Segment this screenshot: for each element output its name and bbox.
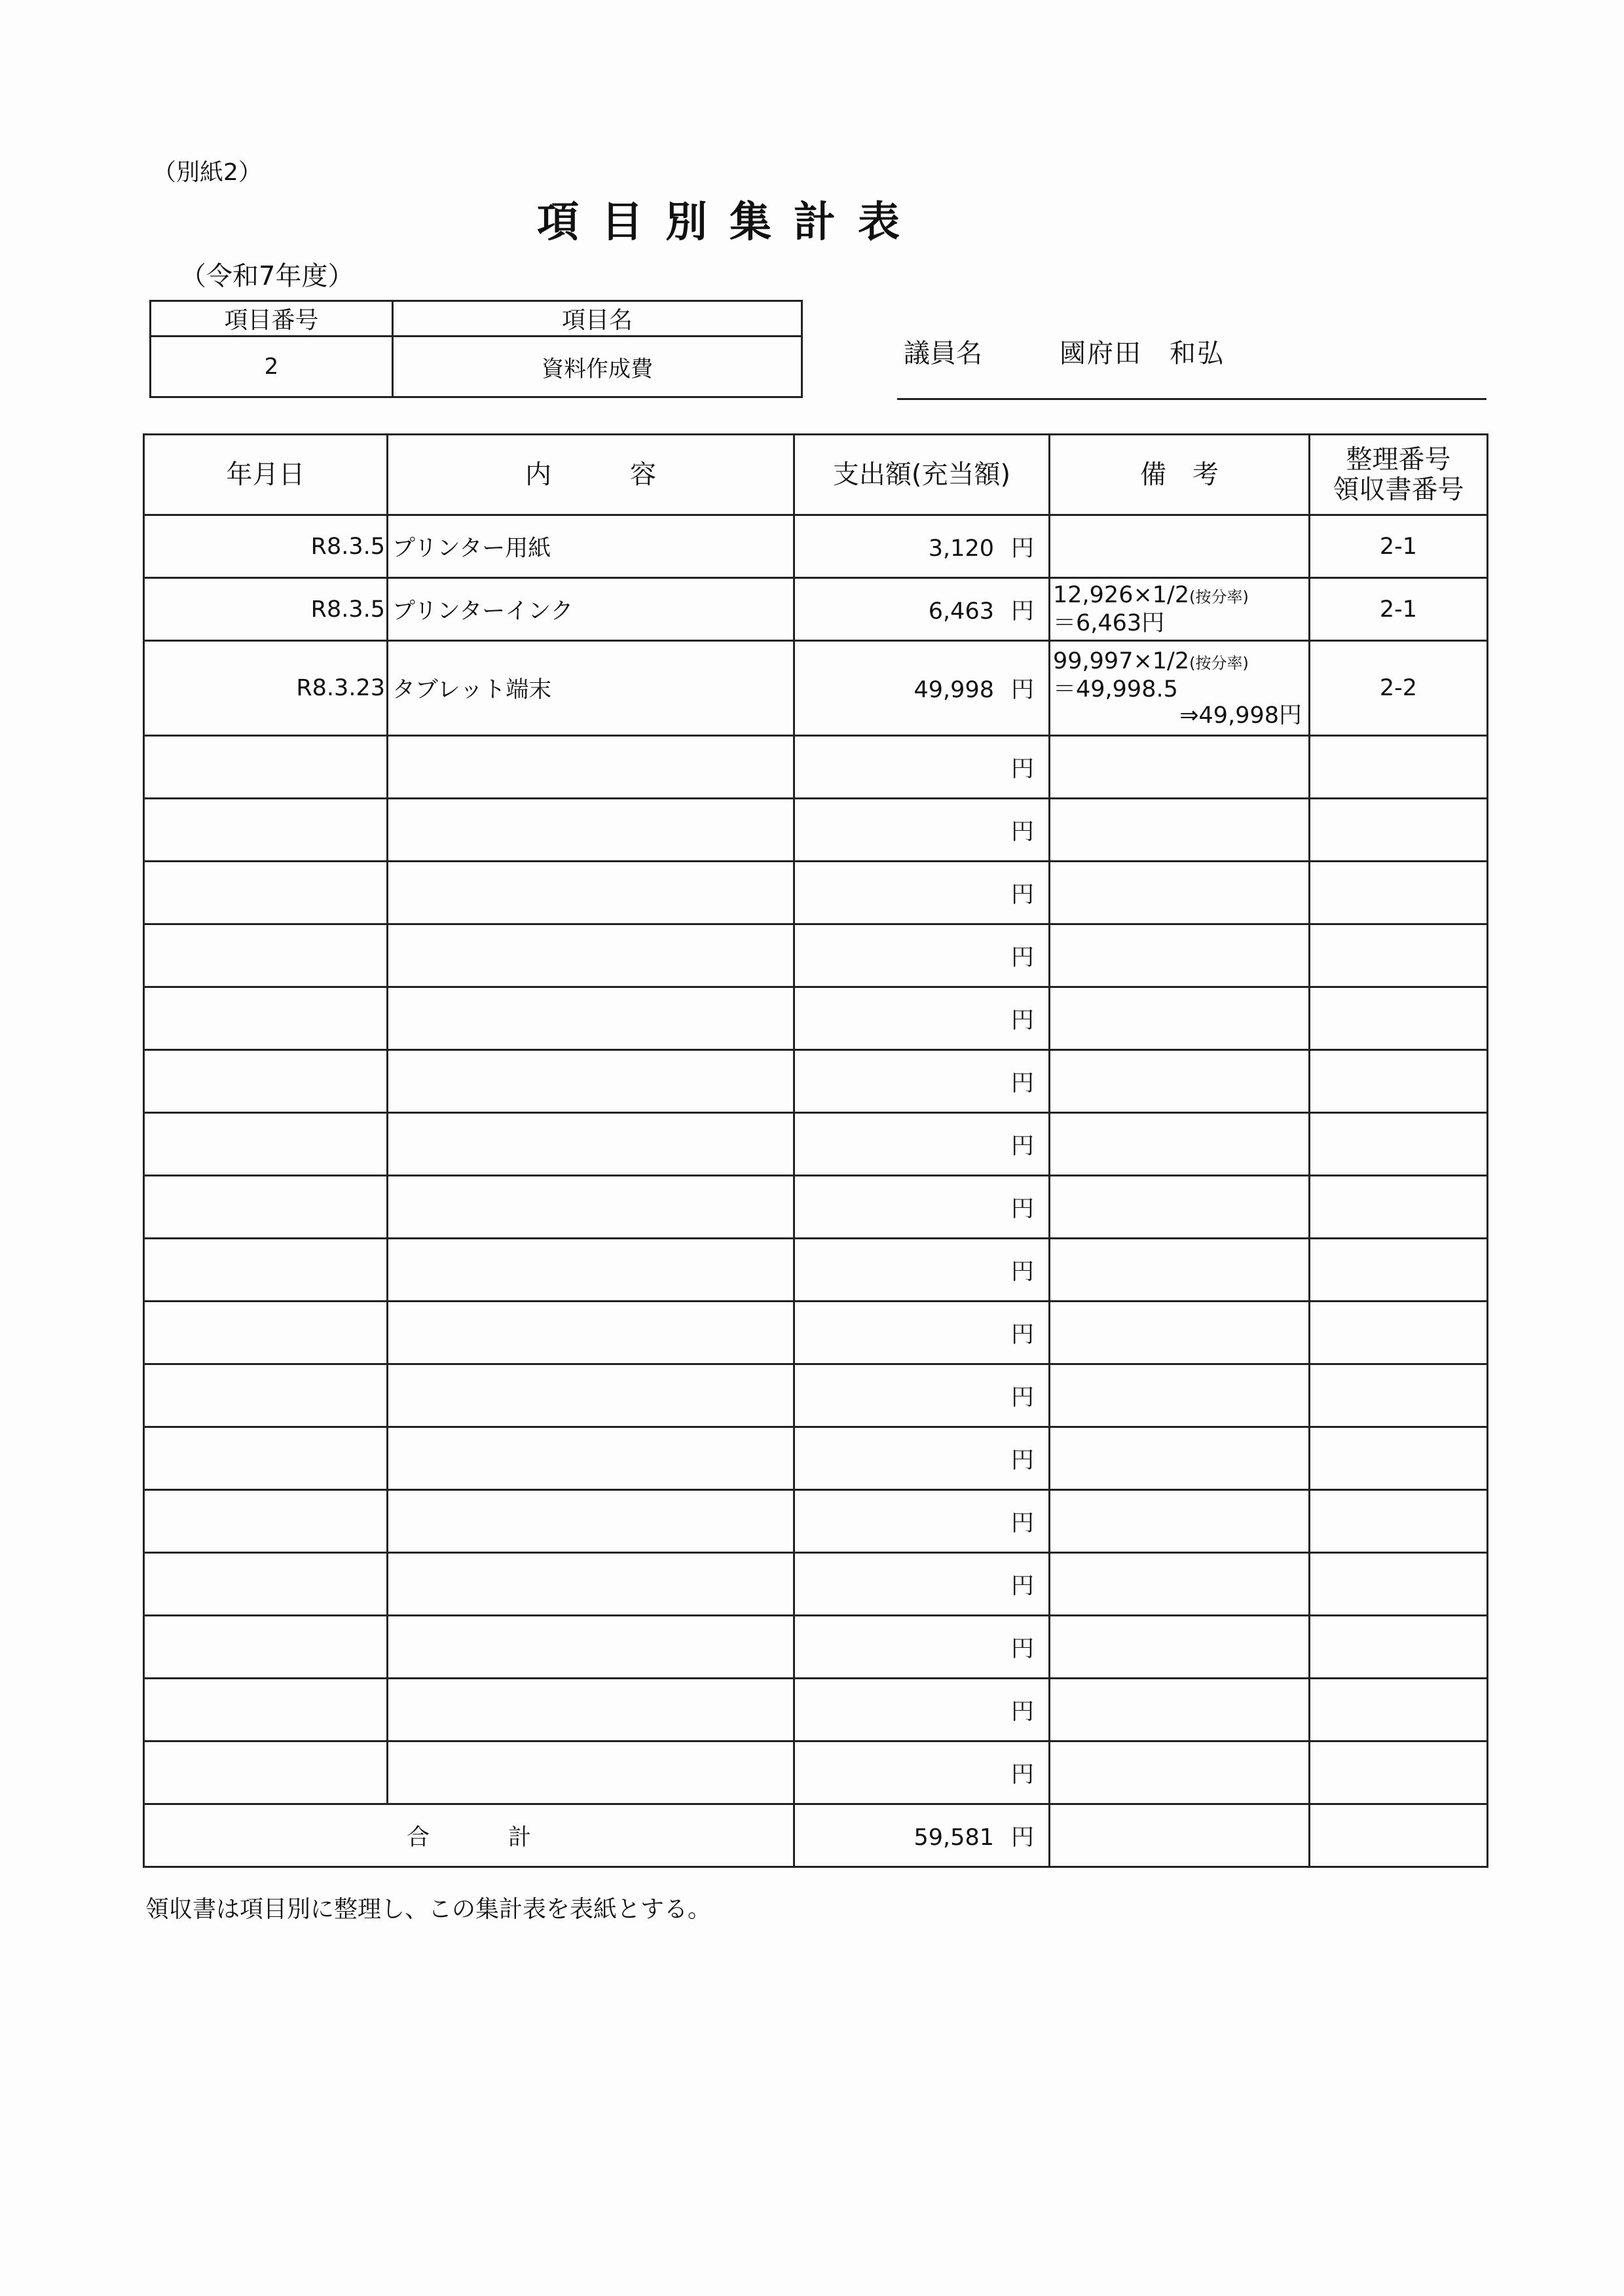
row-ref (1310, 862, 1488, 924)
footnote: 領収書は項目別に整理し、この集計表を表紙とする。 (145, 1896, 712, 1923)
row-date (144, 799, 388, 862)
item-info-table (149, 300, 803, 398)
row-ref (1310, 1364, 1488, 1427)
yen-unit: 円 (1010, 1447, 1034, 1474)
empty-row (144, 987, 1488, 1050)
amount-value: 3,120 (928, 535, 994, 562)
expense-table (143, 433, 1488, 1868)
item-number-value: 2 (151, 337, 393, 397)
row-note (1050, 1302, 1310, 1364)
row-content (388, 1113, 794, 1176)
row-ref (1310, 1741, 1488, 1804)
empty-row (144, 1364, 1488, 1427)
row-amount (794, 1176, 1050, 1239)
row-ref (1310, 1113, 1488, 1176)
yen-unit: 円 (1010, 677, 1034, 703)
empty-row (144, 1176, 1488, 1239)
yen-unit: 円 (1010, 944, 1034, 971)
row-ref: 2-1 (1310, 578, 1488, 641)
yen-unit: 円 (1010, 756, 1034, 782)
row-ref (1310, 1679, 1488, 1741)
row-content: タブレット端末 (388, 641, 794, 736)
row-date: R8.3.23 (144, 641, 388, 736)
row-note (1050, 799, 1310, 862)
row-date (144, 1176, 388, 1239)
row-content (388, 1741, 794, 1804)
row-content (388, 1302, 794, 1364)
row-date (144, 862, 388, 924)
row-note (1050, 1239, 1310, 1302)
row-note (1050, 1616, 1310, 1679)
row-date (144, 924, 388, 987)
total-amount-value: 59,581 (913, 1824, 994, 1851)
header-ref (1310, 435, 1488, 515)
row-amount (794, 862, 1050, 924)
empty-row (144, 1239, 1488, 1302)
member-name: 國府田 和弘 (1060, 338, 1225, 369)
empty-row (144, 799, 1488, 862)
row-note (1050, 578, 1310, 641)
annex-label: （別紙2） (153, 159, 262, 186)
row-amount (794, 799, 1050, 862)
row-content (388, 1679, 794, 1741)
header-content: 内 容 (388, 435, 794, 515)
row-amount (794, 924, 1050, 987)
empty-row (144, 1679, 1488, 1741)
row-amount (794, 987, 1050, 1050)
row-date (144, 1113, 388, 1176)
row-ref (1310, 1302, 1488, 1364)
yen-unit: 円 (1010, 818, 1034, 845)
row-note (1050, 1050, 1310, 1113)
note-result: ＝6,463円 (1053, 610, 1165, 636)
row-note (1050, 1553, 1310, 1616)
header-date: 年月日 (144, 435, 388, 515)
yen-unit: 円 (1010, 1510, 1034, 1537)
amount-value: 6,463 (928, 598, 994, 625)
row-amount (794, 1239, 1050, 1302)
row-date: R8.3.5 (144, 578, 388, 641)
row-amount (794, 578, 1050, 641)
empty-row (144, 862, 1488, 924)
row-date: R8.3.5 (144, 515, 388, 578)
row-ref (1310, 1239, 1488, 1302)
row-amount (794, 1302, 1050, 1364)
row-date (144, 1553, 388, 1616)
empty-row (144, 1616, 1488, 1679)
row-ref (1310, 1490, 1488, 1553)
empty-row (144, 1050, 1488, 1113)
row-amount (794, 1490, 1050, 1553)
page-title: 項目別集計表 (537, 198, 922, 247)
row-ref (1310, 987, 1488, 1050)
total-ref (1310, 1804, 1488, 1867)
row-content (388, 987, 794, 1050)
empty-row (144, 924, 1488, 987)
row-content (388, 1427, 794, 1490)
note-ratio-label: (按分率) (1189, 653, 1249, 672)
row-amount (794, 1616, 1050, 1679)
yen-unit: 円 (1010, 1761, 1034, 1788)
row-date (144, 987, 388, 1050)
header-amount: 支出額(充当額) (794, 435, 1050, 515)
yen-unit: 円 (1010, 1573, 1034, 1599)
member-label: 議員名 (904, 338, 982, 369)
row-note (1050, 924, 1310, 987)
empty-row (144, 1490, 1488, 1553)
row-date (144, 1364, 388, 1427)
row-amount (794, 736, 1050, 799)
yen-unit: 円 (1010, 1698, 1034, 1725)
row-note (1050, 862, 1310, 924)
empty-row (144, 1553, 1488, 1616)
row-ref (1310, 1553, 1488, 1616)
row-content (388, 736, 794, 799)
row-note (1050, 736, 1310, 799)
row-amount (794, 641, 1050, 736)
note-result: ＝49,998.5 (1053, 676, 1178, 702)
yen-unit: 円 (1010, 1635, 1034, 1662)
row-amount (794, 1113, 1050, 1176)
row-ref: 2-1 (1310, 515, 1488, 578)
row-note (1050, 1364, 1310, 1427)
row-note (1050, 1490, 1310, 1553)
yen-unit: 円 (1010, 1384, 1034, 1411)
row-ref (1310, 799, 1488, 862)
yen-unit: 円 (1010, 881, 1034, 908)
row-ref: 2-2 (1310, 641, 1488, 736)
row-ref (1310, 924, 1488, 987)
row-date (144, 1239, 388, 1302)
yen-unit: 円 (1010, 598, 1034, 625)
row-content (388, 1616, 794, 1679)
row-content (388, 1176, 794, 1239)
row-note (1050, 987, 1310, 1050)
yen-unit: 円 (1010, 1195, 1034, 1222)
row-content (388, 1239, 794, 1302)
row-note (1050, 641, 1310, 736)
note-calc: 12,926×1/2 (1053, 582, 1190, 608)
row-content (388, 862, 794, 924)
row-note (1050, 1176, 1310, 1239)
table-row (144, 641, 1488, 736)
header-ref-line2: 領収書番号 (1333, 475, 1464, 505)
row-amount (794, 1364, 1050, 1427)
row-date (144, 1679, 388, 1741)
header-ref-line1: 整理番号 (1346, 445, 1451, 475)
row-date (144, 1616, 388, 1679)
header-note: 備 考 (1050, 435, 1310, 515)
row-content (388, 799, 794, 862)
note-calc: 99,997×1/2 (1053, 647, 1190, 674)
row-date (144, 1427, 388, 1490)
empty-row (144, 1113, 1488, 1176)
total-amount (794, 1804, 1050, 1867)
row-amount (794, 1050, 1050, 1113)
row-note (1050, 1427, 1310, 1490)
row-ref (1310, 736, 1488, 799)
total-note (1050, 1804, 1310, 1867)
empty-row (144, 736, 1488, 799)
note-rounded: ⇒49,998円 (1179, 702, 1302, 729)
row-date (144, 1302, 388, 1364)
row-amount (794, 1427, 1050, 1490)
row-ref (1310, 1616, 1488, 1679)
row-ref (1310, 1050, 1488, 1113)
empty-row (144, 1302, 1488, 1364)
row-content: プリンター用紙 (388, 515, 794, 578)
row-content (388, 1050, 794, 1113)
total-label: 合計 (144, 1804, 794, 1867)
row-content (388, 1490, 794, 1553)
yen-unit: 円 (1010, 1133, 1034, 1159)
row-note (1050, 1741, 1310, 1804)
row-ref (1310, 1427, 1488, 1490)
item-name-header: 項目名 (393, 301, 802, 337)
amount-value: 49,998 (913, 677, 994, 703)
yen-unit: 円 (1010, 1070, 1034, 1097)
row-amount (794, 1741, 1050, 1804)
total-row (144, 1804, 1488, 1867)
yen-unit: 円 (1010, 1007, 1034, 1034)
empty-row (144, 1427, 1488, 1490)
fiscal-year: （令和7年度） (180, 261, 354, 291)
row-date (144, 736, 388, 799)
row-amount (794, 1553, 1050, 1616)
row-note (1050, 515, 1310, 578)
row-ref (1310, 1176, 1488, 1239)
row-amount (794, 515, 1050, 578)
yen-unit: 円 (1010, 1258, 1034, 1285)
table-row (144, 578, 1488, 641)
note-ratio-label: (按分率) (1189, 588, 1249, 606)
member-underline (897, 398, 1486, 400)
row-date (144, 1741, 388, 1804)
row-content (388, 1553, 794, 1616)
table-row (144, 515, 1488, 578)
yen-unit: 円 (1010, 1321, 1034, 1348)
row-amount (794, 1679, 1050, 1741)
row-note (1050, 1113, 1310, 1176)
row-note (1050, 1679, 1310, 1741)
row-content: プリンターインク (388, 578, 794, 641)
item-number-header: 項目番号 (151, 301, 393, 337)
row-content (388, 924, 794, 987)
yen-unit: 円 (1010, 1824, 1034, 1851)
row-date (144, 1050, 388, 1113)
row-content (388, 1364, 794, 1427)
item-name-value: 資料作成費 (393, 337, 802, 397)
empty-row (144, 1741, 1488, 1804)
row-date (144, 1490, 388, 1553)
yen-unit: 円 (1010, 535, 1034, 562)
